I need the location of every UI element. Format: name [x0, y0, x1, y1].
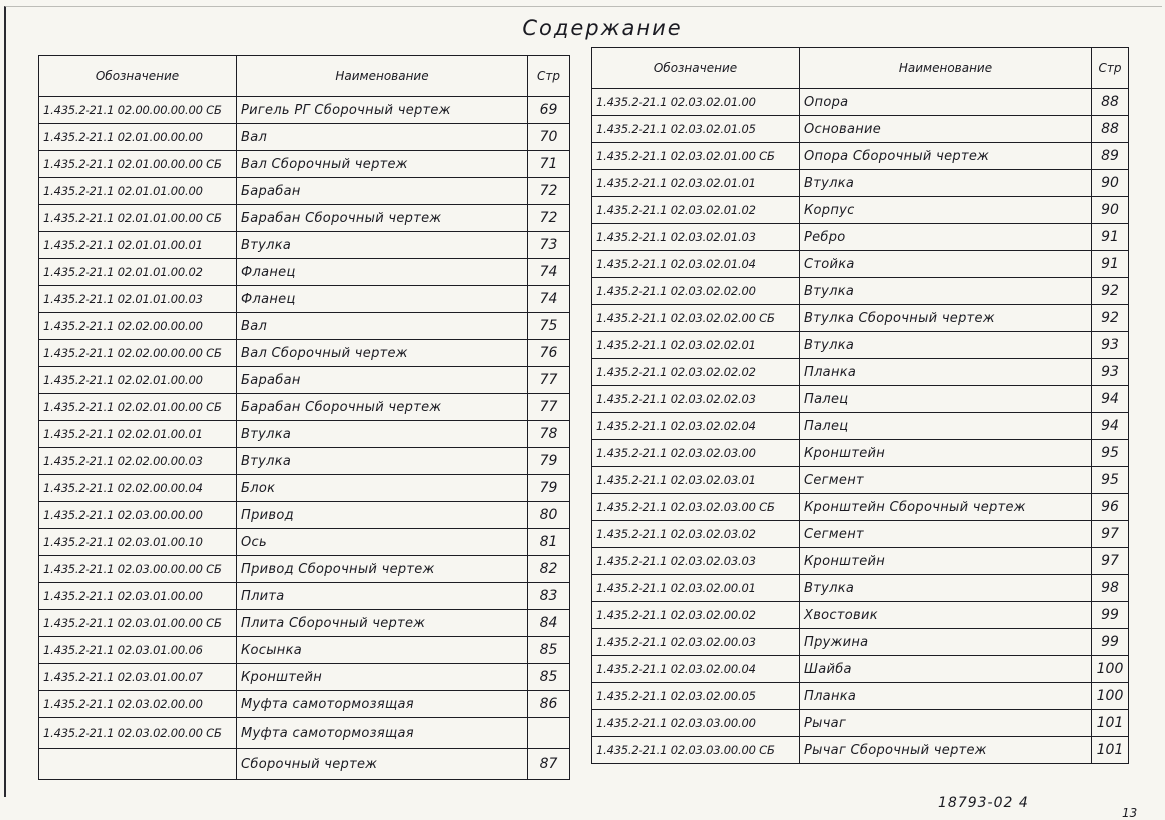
designation-cell: 1.435.2-21.1 02.03.02.01.05 — [592, 116, 800, 143]
designation-cell: 1.435.2-21.1 02.00.00.00.00 СБ — [39, 97, 237, 124]
name-cell: Основание — [800, 116, 1092, 143]
table-row — [592, 89, 1129, 116]
designation-cell: 1.435.2-21.1 02.03.02.03.00 — [592, 440, 800, 467]
name-header: Наименование — [800, 48, 1092, 89]
name-cell: Фланец — [237, 286, 528, 313]
designation-cell: 1.435.2-21.1 02.01.01.00.00 СБ — [39, 205, 237, 232]
table-row — [39, 448, 570, 475]
designation-cell: 1.435.2-21.1 02.01.01.00.00 — [39, 178, 237, 205]
name-cell: Кронштейн Сборочный чертеж — [800, 494, 1092, 521]
contents-table-left — [38, 55, 570, 780]
table-row — [39, 394, 570, 421]
page-header: Стр — [528, 56, 570, 97]
table-row — [592, 683, 1129, 710]
designation-cell: 1.435.2-21.1 02.03.02.03.01 — [592, 467, 800, 494]
table-row — [39, 124, 570, 151]
name-cell: Кронштейн — [237, 664, 528, 691]
name-cell: Вал — [237, 124, 528, 151]
name-cell: Вал — [237, 313, 528, 340]
table-row — [39, 637, 570, 664]
designation-cell: 1.435.2-21.1 02.03.02.01.00 СБ — [592, 143, 800, 170]
designation-cell: 1.435.2-21.1 02.03.02.02.04 — [592, 413, 800, 440]
name-cell: Палец — [800, 386, 1092, 413]
name-cell: Палец — [800, 413, 1092, 440]
designation-cell: 1.435.2-21.1 02.03.02.02.00 — [592, 278, 800, 305]
page-cell: 88 — [1092, 116, 1129, 143]
name-cell: Блок — [237, 475, 528, 502]
page-cell: 96 — [1092, 494, 1129, 521]
table-row — [592, 440, 1129, 467]
page-cell: 81 — [528, 529, 570, 556]
designation-cell: 1.435.2-21.1 02.03.02.01.04 — [592, 251, 800, 278]
page-cell: 77 — [528, 367, 570, 394]
table-row — [592, 251, 1129, 278]
designation-cell: 1.435.2-21.1 02.03.02.00.00 — [39, 691, 237, 718]
name-header: Наименование — [237, 56, 528, 97]
designation-cell: 1.435.2-21.1 02.03.02.02.03 — [592, 386, 800, 413]
page-cell: 77 — [528, 394, 570, 421]
page-cell: 75 — [528, 313, 570, 340]
page-cell: 99 — [1092, 629, 1129, 656]
page-cell: 80 — [528, 502, 570, 529]
designation-cell: 1.435.2-21.1 02.03.01.00.06 — [39, 637, 237, 664]
page-cell: 71 — [528, 151, 570, 178]
page-cell: 90 — [1092, 170, 1129, 197]
name-cell: Привод Сборочный чертеж — [237, 556, 528, 583]
page-cell: 79 — [528, 475, 570, 502]
designation-cell: 1.435.2-21.1 02.01.00.00.00 — [39, 124, 237, 151]
table-row — [39, 151, 570, 178]
designation-cell: 1.435.2-21.1 02.03.00.00.00 — [39, 502, 237, 529]
name-cell: Втулка — [800, 278, 1092, 305]
table-row — [592, 305, 1129, 332]
page-cell: 84 — [528, 610, 570, 637]
name-cell: Втулка — [800, 575, 1092, 602]
designation-cell: 1.435.2-21.1 02.03.02.03.03 — [592, 548, 800, 575]
designation-cell: 1.435.2-21.1 02.02.01.00.01 — [39, 421, 237, 448]
name-cell: Планка — [800, 683, 1092, 710]
designation-cell: 1.435.2-21.1 02.02.00.00.04 — [39, 475, 237, 502]
name-cell: Корпус — [800, 197, 1092, 224]
page-cell: 85 — [528, 664, 570, 691]
name-cell: Втулка — [237, 421, 528, 448]
name-cell: Фланец — [237, 259, 528, 286]
table-row — [592, 116, 1129, 143]
name-cell: Барабан — [237, 178, 528, 205]
name-cell: Косынка — [237, 637, 528, 664]
page-cell: 73 — [528, 232, 570, 259]
name-cell: Ригель РГ Сборочный чертеж — [237, 97, 528, 124]
table-row — [592, 197, 1129, 224]
designation-cell: 1.435.2-21.1 02.03.01.00.07 — [39, 664, 237, 691]
sheet-number: 18793-02 4 — [938, 795, 1029, 811]
name-cell: Пружина — [800, 629, 1092, 656]
name-cell: Муфта самотормозящая — [237, 691, 528, 718]
page-cell — [528, 718, 570, 749]
table-row — [39, 367, 570, 394]
designation-cell: 1.435.2-21.1 02.03.02.00.02 — [592, 602, 800, 629]
table-row — [592, 143, 1129, 170]
contents-table-right — [591, 47, 1129, 764]
designation-cell — [39, 749, 237, 780]
name-cell: Опора — [800, 89, 1092, 116]
page-header: Стр — [1092, 48, 1129, 89]
contents-body-left — [39, 97, 570, 780]
page-cell: 97 — [1092, 548, 1129, 575]
designation-cell: 1.435.2-21.1 02.01.01.00.02 — [39, 259, 237, 286]
table-row — [39, 529, 570, 556]
contents-body-right — [592, 89, 1129, 764]
table-row — [592, 710, 1129, 737]
name-cell: Кронштейн — [800, 548, 1092, 575]
page-cell: 93 — [1092, 332, 1129, 359]
name-cell: Плита — [237, 583, 528, 610]
page-cell: 95 — [1092, 440, 1129, 467]
designation-cell: 1.435.2-21.1 02.03.02.00.04 — [592, 656, 800, 683]
page-cell: 72 — [528, 178, 570, 205]
table-row — [592, 521, 1129, 548]
designation-cell: 1.435.2-21.1 02.01.01.00.03 — [39, 286, 237, 313]
page-cell: 91 — [1092, 251, 1129, 278]
page-title: Содержание — [522, 16, 683, 40]
page-cell: 72 — [528, 205, 570, 232]
page-cell: 69 — [528, 97, 570, 124]
page-cell: 90 — [1092, 197, 1129, 224]
designation-cell: 1.435.2-21.1 02.03.02.01.03 — [592, 224, 800, 251]
table-row — [39, 475, 570, 502]
page-cell: 74 — [528, 286, 570, 313]
designation-cell: 1.435.2-21.1 02.03.01.00.00 СБ — [39, 610, 237, 637]
designation-cell: 1.435.2-21.1 02.02.00.00.00 СБ — [39, 340, 237, 367]
table-row — [39, 583, 570, 610]
table-row — [39, 556, 570, 583]
page-cell: 98 — [1092, 575, 1129, 602]
table-row — [592, 413, 1129, 440]
table-row — [39, 340, 570, 367]
corner-page-number: 13 — [1122, 806, 1138, 820]
page-cell: 89 — [1092, 143, 1129, 170]
designation-cell: 1.435.2-21.1 02.03.02.01.01 — [592, 170, 800, 197]
designation-cell: 1.435.2-21.1 02.03.01.00.00 — [39, 583, 237, 610]
name-cell: Сегмент — [800, 467, 1092, 494]
name-cell: Втулка — [800, 332, 1092, 359]
designation-cell: 1.435.2-21.1 02.02.00.00.03 — [39, 448, 237, 475]
page-cell: 100 — [1092, 683, 1129, 710]
name-cell: Кронштейн — [800, 440, 1092, 467]
page-cell: 85 — [528, 637, 570, 664]
page-cell: 74 — [528, 259, 570, 286]
name-cell: Вал Сборочный чертеж — [237, 151, 528, 178]
table-row — [592, 224, 1129, 251]
table-row — [592, 575, 1129, 602]
table-row — [39, 502, 570, 529]
designation-cell: 1.435.2-21.1 02.03.02.03.00 СБ — [592, 494, 800, 521]
name-cell: Вал Сборочный чертеж — [237, 340, 528, 367]
table-row — [39, 313, 570, 340]
table-row — [592, 332, 1129, 359]
page-cell: 97 — [1092, 521, 1129, 548]
table-row — [39, 664, 570, 691]
name-cell: Муфта самотормозящая — [237, 718, 528, 749]
table-row — [592, 467, 1129, 494]
name-cell: Втулка — [237, 232, 528, 259]
designation-cell: 1.435.2-21.1 02.03.02.00.05 — [592, 683, 800, 710]
page-cell: 94 — [1092, 413, 1129, 440]
table-row — [39, 232, 570, 259]
designation-cell: 1.435.2-21.1 02.03.02.00.00 СБ — [39, 718, 237, 749]
page-cell: 101 — [1092, 737, 1129, 764]
page-cell: 100 — [1092, 656, 1129, 683]
page-cell: 93 — [1092, 359, 1129, 386]
name-cell: Барабан — [237, 367, 528, 394]
table-row — [592, 494, 1129, 521]
name-cell: Ребро — [800, 224, 1092, 251]
table-row — [592, 629, 1129, 656]
page-cell: 78 — [528, 421, 570, 448]
name-cell: Плита Сборочный чертеж — [237, 610, 528, 637]
page-cell: 76 — [528, 340, 570, 367]
name-cell: Втулка Сборочный чертеж — [800, 305, 1092, 332]
designation-cell: 1.435.2-21.1 02.02.00.00.00 — [39, 313, 237, 340]
designation-cell: 1.435.2-21.1 02.02.01.00.00 СБ — [39, 394, 237, 421]
page-cell: 88 — [1092, 89, 1129, 116]
table-row — [39, 691, 570, 718]
table-header-row — [39, 56, 570, 97]
table-row — [592, 737, 1129, 764]
page-cell: 79 — [528, 448, 570, 475]
table-row — [592, 278, 1129, 305]
table-row — [592, 386, 1129, 413]
page-cell: 101 — [1092, 710, 1129, 737]
table-row — [39, 718, 570, 749]
name-cell: Хвостовик — [800, 602, 1092, 629]
table-header-row — [592, 48, 1129, 89]
page-cell: 99 — [1092, 602, 1129, 629]
name-cell: Сегмент — [800, 521, 1092, 548]
table-row — [592, 548, 1129, 575]
name-cell: Опора Сборочный чертеж — [800, 143, 1092, 170]
designation-cell: 1.435.2-21.1 02.03.03.00.00 СБ — [592, 737, 800, 764]
page-cell: 82 — [528, 556, 570, 583]
page-cell: 92 — [1092, 278, 1129, 305]
table-row — [592, 656, 1129, 683]
designation-cell: 1.435.2-21.1 02.01.01.00.01 — [39, 232, 237, 259]
name-cell: Сборочный чертеж — [237, 749, 528, 780]
name-cell: Ось — [237, 529, 528, 556]
page-cell: 94 — [1092, 386, 1129, 413]
page-cell: 87 — [528, 749, 570, 780]
table-row — [39, 259, 570, 286]
table-row — [592, 170, 1129, 197]
table-row — [39, 610, 570, 637]
designation-cell: 1.435.2-21.1 02.03.01.00.10 — [39, 529, 237, 556]
table-row — [39, 749, 570, 780]
designation-cell: 1.435.2-21.1 02.03.02.00.03 — [592, 629, 800, 656]
name-cell: Втулка — [237, 448, 528, 475]
name-cell: Планка — [800, 359, 1092, 386]
page-cell: 86 — [528, 691, 570, 718]
table-row — [39, 286, 570, 313]
table-row — [39, 421, 570, 448]
name-cell: Рычаг — [800, 710, 1092, 737]
name-cell: Втулка — [800, 170, 1092, 197]
designation-cell: 1.435.2-21.1 02.01.00.00.00 СБ — [39, 151, 237, 178]
designation-cell: 1.435.2-21.1 02.03.02.02.01 — [592, 332, 800, 359]
table-row — [39, 178, 570, 205]
designation-cell: 1.435.2-21.1 02.03.02.01.02 — [592, 197, 800, 224]
designation-header: Обозначение — [39, 56, 237, 97]
table-row — [39, 205, 570, 232]
designation-cell: 1.435.2-21.1 02.03.02.03.02 — [592, 521, 800, 548]
page-cell: 95 — [1092, 467, 1129, 494]
table-row — [592, 359, 1129, 386]
name-cell: Барабан Сборочный чертеж — [237, 394, 528, 421]
designation-cell: 1.435.2-21.1 02.03.00.00.00 СБ — [39, 556, 237, 583]
page-cell: 83 — [528, 583, 570, 610]
designation-cell: 1.435.2-21.1 02.02.01.00.00 — [39, 367, 237, 394]
name-cell: Шайба — [800, 656, 1092, 683]
designation-header: Обозначение — [592, 48, 800, 89]
designation-cell: 1.435.2-21.1 02.03.03.00.00 — [592, 710, 800, 737]
designation-cell: 1.435.2-21.1 02.03.02.02.00 СБ — [592, 305, 800, 332]
name-cell: Барабан Сборочный чертеж — [237, 205, 528, 232]
page-cell: 91 — [1092, 224, 1129, 251]
page-cell: 92 — [1092, 305, 1129, 332]
designation-cell: 1.435.2-21.1 02.03.02.00.01 — [592, 575, 800, 602]
name-cell: Стойка — [800, 251, 1092, 278]
name-cell: Рычаг Сборочный чертеж — [800, 737, 1092, 764]
name-cell: Привод — [237, 502, 528, 529]
page-cell: 70 — [528, 124, 570, 151]
table-row — [592, 602, 1129, 629]
table-row — [39, 97, 570, 124]
designation-cell: 1.435.2-21.1 02.03.02.01.00 — [592, 89, 800, 116]
designation-cell: 1.435.2-21.1 02.03.02.02.02 — [592, 359, 800, 386]
